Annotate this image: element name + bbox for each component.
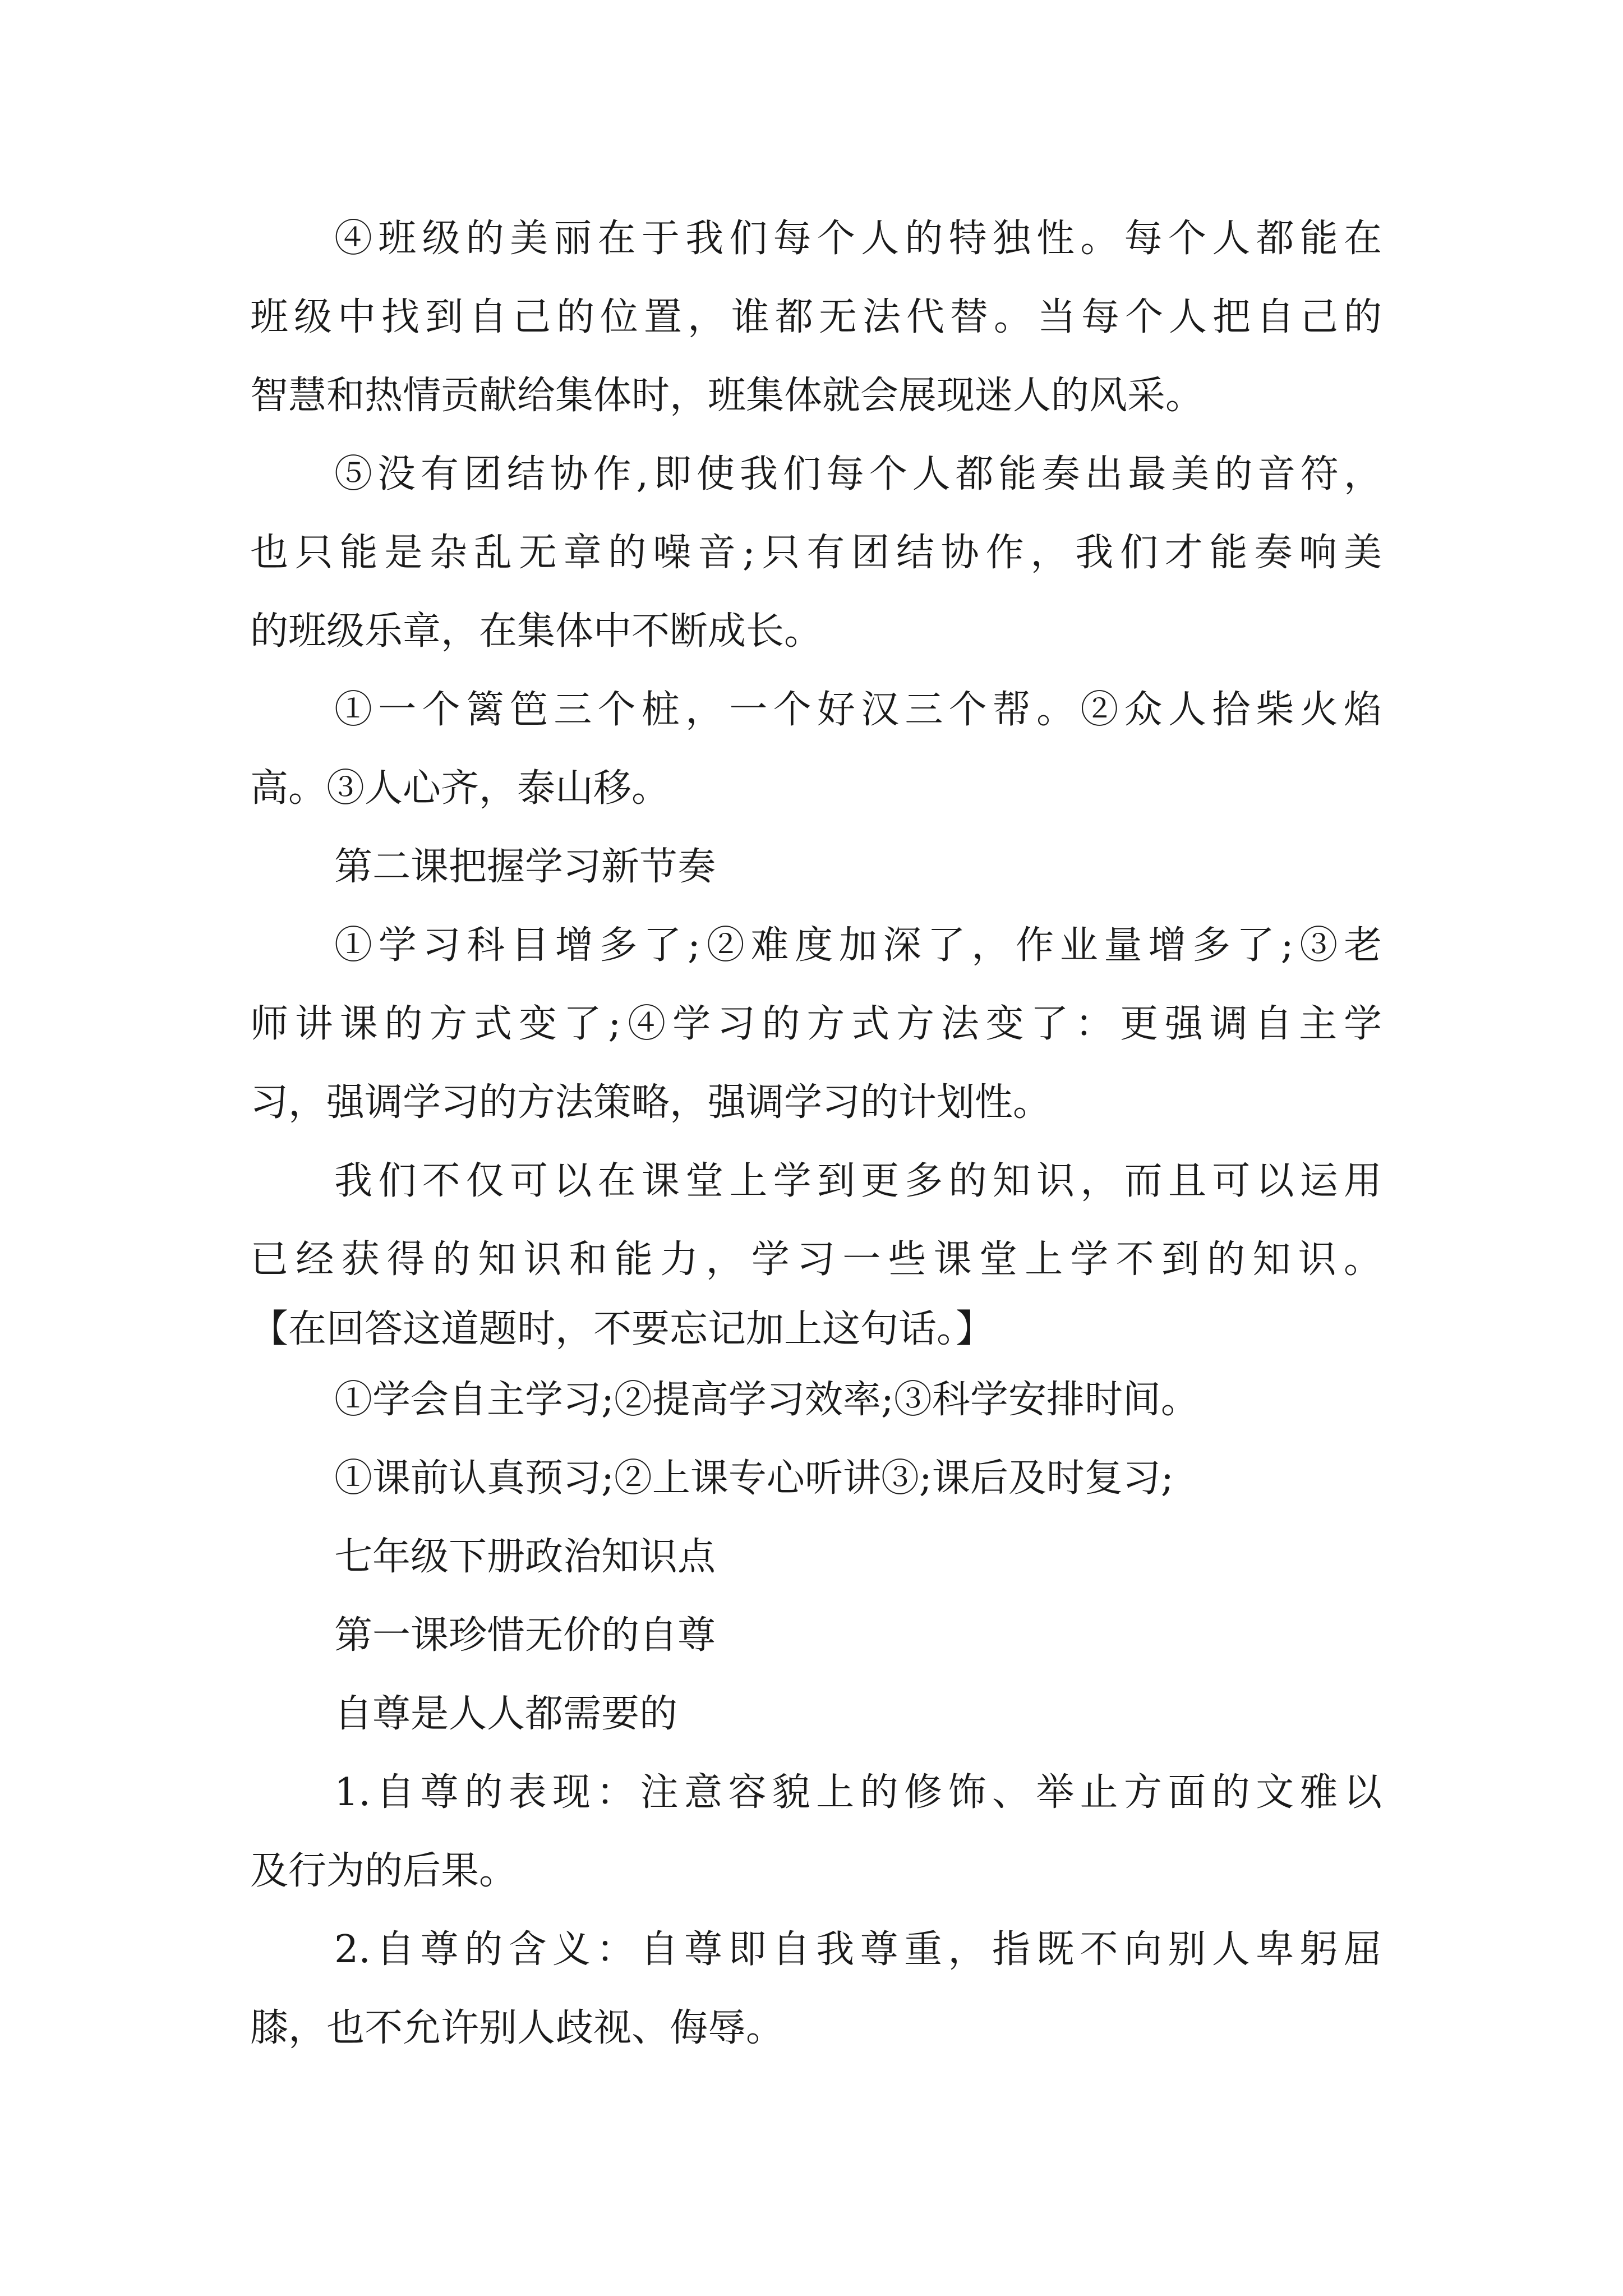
section-heading: 第一课珍惜无价的自尊 — [334, 1613, 716, 1658]
text-line: 2.自尊的含义：自尊即自我尊重，指既不向别人卑躬屈 — [334, 1927, 1382, 1972]
text-line: 智慧和热情贡献给集体时，班集体就会展现迷人的风采。 — [250, 374, 1204, 418]
text-line: 班级中找到自己的位置，谁都无法代替。当每个人把自己的 — [250, 295, 1382, 339]
text-line: 【在回答这道题时，不要忘记加上这句话。】 — [250, 1307, 994, 1351]
text-line: 膝，也不允许别人歧视、侮辱。 — [250, 2006, 785, 2050]
text-line: ①课前认真预习;②上课专心听讲③;课后及时复习; — [334, 1456, 1174, 1501]
text-line: ①学会自主学习;②提高学习效率;③科学安排时间。 — [334, 1378, 1199, 1422]
text-line: 高。③人心齐，泰山移。 — [250, 766, 670, 811]
section-heading: 自尊是人人都需要的 — [334, 1692, 678, 1736]
text-line: ①学习科目增多了;②难度加深了，作业量增多了;③老 — [334, 923, 1382, 968]
text-line: 1.自尊的表现：注意容貌上的修饰、举止方面的文雅以 — [334, 1770, 1382, 1815]
text-line: ①一个篱笆三个桩，一个好汉三个帮。②众人拾柴火焰 — [334, 688, 1382, 732]
text-line: 的班级乐章，在集体中不断成长。 — [250, 609, 823, 654]
text-line: ④班级的美丽在于我们每个人的特独性。每个人都能在 — [334, 217, 1382, 261]
text-line: ⑤没有团结协作,即使我们每个人都能奏出最美的音符， — [334, 452, 1382, 496]
text-line: 也只能是杂乱无章的噪音;只有团结协作，我们才能奏响美 — [250, 531, 1382, 575]
section-heading: 七年级下册政治知识点 — [334, 1535, 716, 1579]
text-line: 习，强调学习的方法策略，强调学习的计划性。 — [250, 1080, 1052, 1125]
text-line: 已经获得的知识和能力，学习一些课堂上学不到的知识。 — [250, 1237, 1382, 1282]
text-line: 我们不仅可以在课堂上学到更多的知识，而且可以运用 — [334, 1159, 1382, 1203]
text-line: 师讲课的方式变了;④学习的方式方法变了：更强调自主学 — [250, 1002, 1382, 1046]
text-line: 及行为的后果。 — [250, 1849, 518, 1893]
section-heading: 第二课把握学习新节奏 — [334, 845, 716, 889]
